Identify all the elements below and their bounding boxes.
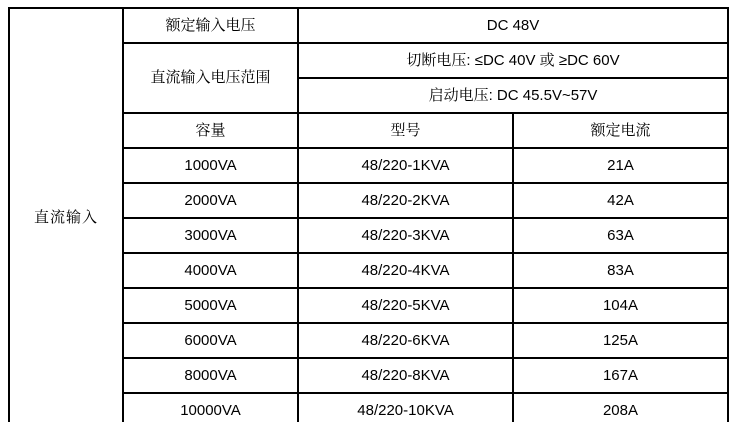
rated-current-cell: 21A (513, 148, 728, 183)
capacity-cell: 1000VA (123, 148, 298, 183)
model-cell: 48/220-8KVA (298, 358, 513, 393)
rated-current-cell: 63A (513, 218, 728, 253)
rated-input-voltage-label: 额定输入电压 (123, 8, 298, 43)
rated-current-cell: 42A (513, 183, 728, 218)
model-cell: 48/220-4KVA (298, 253, 513, 288)
model-cell: 48/220-1KVA (298, 148, 513, 183)
capacity-cell: 6000VA (123, 323, 298, 358)
rated-input-voltage-value: DC 48V (298, 8, 728, 43)
row-group-label-dc-input: 直流输入 (9, 8, 123, 422)
capacity-cell: 2000VA (123, 183, 298, 218)
capacity-cell: 5000VA (123, 288, 298, 323)
capacity-cell: 3000VA (123, 218, 298, 253)
rated-current-cell: 83A (513, 253, 728, 288)
rated-current-cell: 208A (513, 393, 728, 422)
model-cell: 48/220-5KVA (298, 288, 513, 323)
rated-current-cell: 167A (513, 358, 728, 393)
rated-current-cell: 104A (513, 288, 728, 323)
model-cell: 48/220-10KVA (298, 393, 513, 422)
model-cell: 48/220-2KVA (298, 183, 513, 218)
cutoff-voltage-value: 切断电压: ≤DC 40V 或 ≥DC 60V (298, 43, 728, 78)
model-cell: 48/220-6KVA (298, 323, 513, 358)
capacity-cell: 4000VA (123, 253, 298, 288)
dc-input-spec-table (8, 7, 729, 422)
capacity-cell: 10000VA (123, 393, 298, 422)
capacity-cell: 8000VA (123, 358, 298, 393)
column-header-model: 型号 (298, 113, 513, 148)
model-cell: 48/220-3KVA (298, 218, 513, 253)
dc-input-voltage-range-label: 直流输入电压范围 (123, 43, 298, 113)
column-header-capacity: 容量 (123, 113, 298, 148)
column-header-rated-current: 额定电流 (513, 113, 728, 148)
startup-voltage-value: 启动电压: DC 45.5V~57V (298, 78, 728, 113)
rated-current-cell: 125A (513, 323, 728, 358)
table-row (9, 8, 728, 43)
